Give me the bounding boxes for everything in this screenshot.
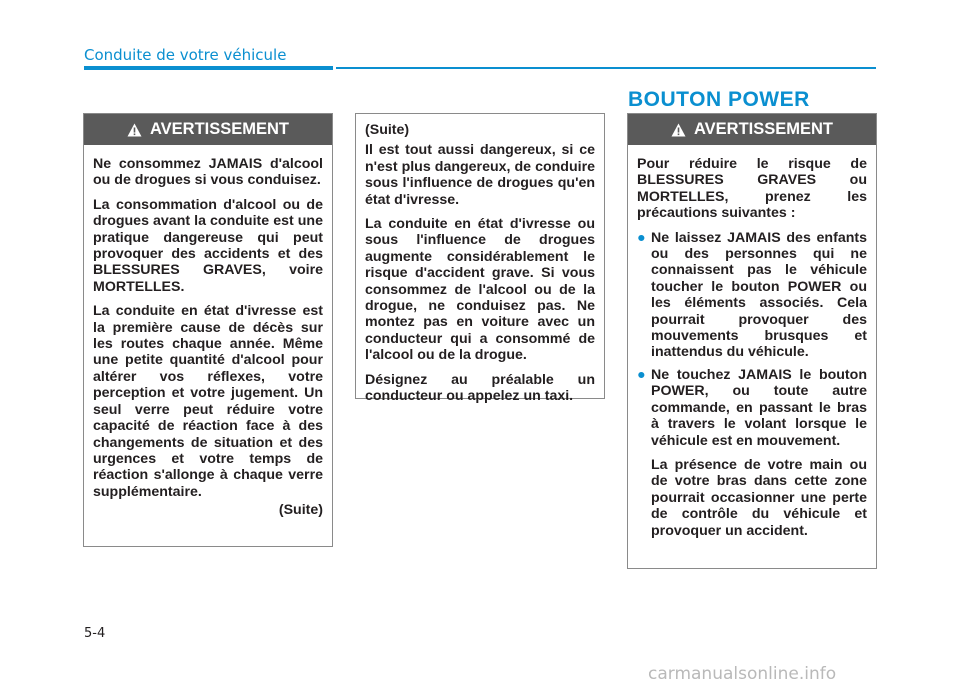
header-rule-thick [84, 66, 333, 70]
continuation-box [355, 113, 605, 405]
list-item [637, 230, 867, 361]
warning-header [628, 114, 876, 145]
page-heading: BOUTON POWER [628, 88, 810, 111]
warning-box-power-button [627, 113, 877, 569]
bullet-dot-icon: ● [637, 366, 646, 383]
sub-paragraph: La présence de votre main ou de votre bras dans cette zone pourrait occasionner une perte de contrôle du véhicule et provoquer un accident. [651, 456, 867, 539]
precaution-list [637, 230, 867, 449]
bullet-dot-icon: ● [637, 229, 646, 246]
warning-label: AVERTISSEMENT [149, 120, 290, 138]
warning-header [84, 114, 332, 145]
continued-label: (Suite) [365, 122, 410, 138]
warning-triangle-icon [671, 123, 686, 137]
warning-box-alcohol [83, 113, 333, 547]
warning-body [84, 145, 332, 519]
paragraph: La conduite en état d'ivresse est la première cause de décès sur les routes chaque année. Même une petite quantité d'alcool pour altérer vos réflexes, votre perception et votre jugement. Un seul verre peut réduire votre capacité de réaction face à des changements de situation et des urgences et votre temps de réaction s'allonge à chaque verre supplémentaire. [93, 303, 323, 500]
header-rule-thin [336, 67, 876, 69]
list-item-text: Ne laissez JAMAIS des enfants ou des personnes qui ne connaissent pas le véhicule toucher le bouton POWER ou les éléments associés. Cela pourrait provoquer des mouvements brusques et inattendus du véhicule. [651, 229, 867, 361]
list-item [637, 367, 867, 449]
section-title: Conduite de votre véhicule [84, 46, 287, 64]
paragraph: Ne consommez JAMAIS d'alcool ou de drogues si vous conduisez. [93, 156, 323, 189]
paragraph: La consommation d'alcool ou de drogues avant la conduite est une pratique dangereuse qui peut provoquer des accidents et des BLESSURES GRAVES, voire MORTELLES. [93, 196, 323, 295]
paragraph: Il est tout aussi dangereux, si ce n'est plus dangereux, de conduire sous l'influence de drogues qu'en état d'ivresse. [365, 142, 595, 208]
continuation-body [356, 114, 604, 405]
page-number: 5-4 [84, 626, 106, 641]
intro-paragraph: Pour réduire le risque de BLESSURES GRAVES ou MORTELLES, prenez les précautions suivantes : [637, 156, 867, 222]
list-item-text: Ne touchez JAMAIS le bouton POWER, ou toute autre commande, en passant le bras à travers le volant lorsque le véhicule est en mouvement. [651, 366, 867, 449]
paragraph: La conduite en état d'ivresse ou sous l'influence de drogues augmente considérablement le risque d'accident grave. Si vous consommez de l'alcool ou de la drogue, ne conduisez pas. Ne montez pas en voiture avec un conducteur qui a consommé de l'alcool ou de la drogue. [365, 216, 595, 364]
warning-label: AVERTISSEMENT [693, 120, 834, 138]
warning-body [628, 145, 876, 539]
watermark: carmanualsonline.info [648, 664, 837, 684]
continued-label: (Suite) [278, 502, 323, 519]
warning-triangle-icon [127, 123, 142, 137]
paragraph: Désignez au préalable un conducteur ou appelez un taxi. [365, 371, 595, 405]
